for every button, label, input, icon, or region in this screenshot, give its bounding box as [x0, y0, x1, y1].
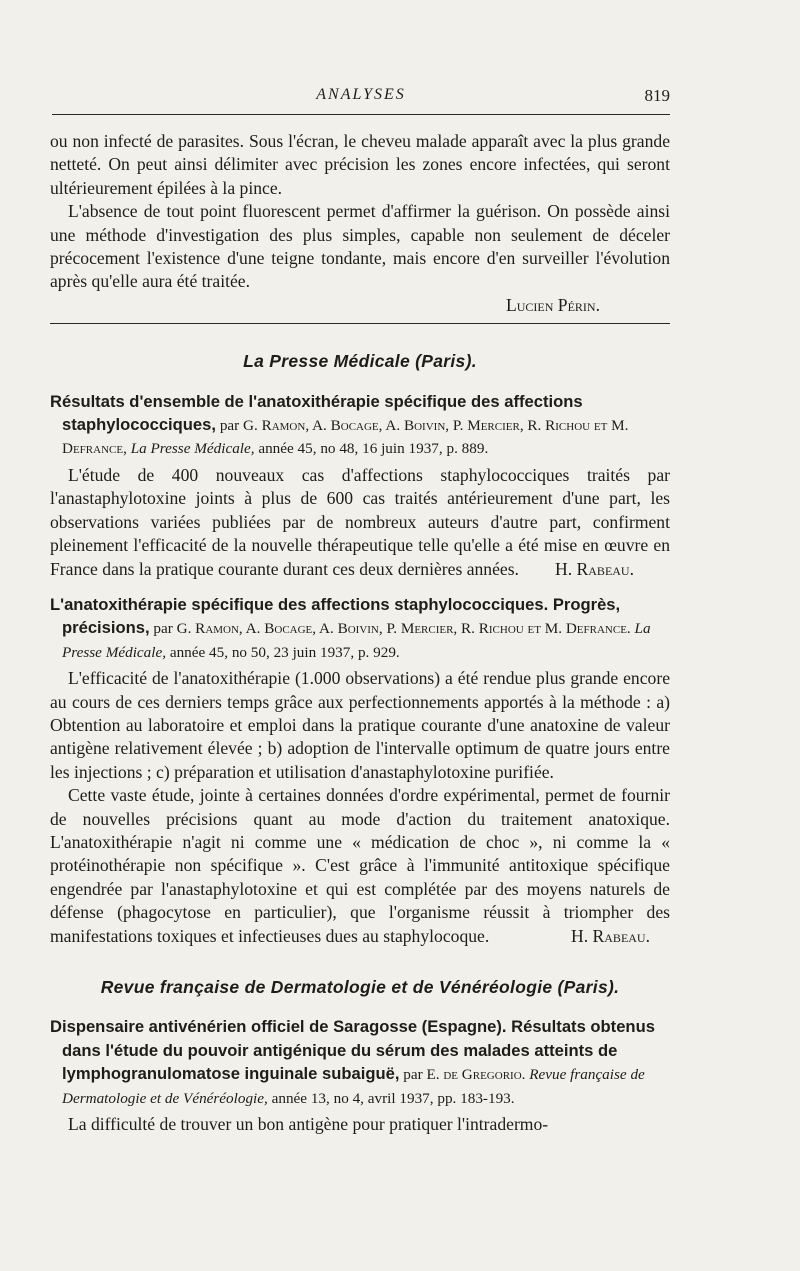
- article-body-2b-text: Cette vaste étude, jointe à certaines données d'ordre expérimental, permet de fournir de nouvelles précisions quant au mode d'action du traitement anatoxique. L'anatoxithérapie n'agit ni comme une « médication de choc », ni comme la « protéinothérapie non spécifique ». C'est grâce à l'immunité antitoxique spécifique engendrée par l'anastaphylotoxine et qui est complétée par des moyens naturels de défense (phagocytose en particulier), que l'organisme réussit à triompher des manifestations toxiques et infectieuses dues au staphylocoque.: [50, 785, 670, 946]
- article-signature-1: H. Rabeau.: [555, 558, 634, 579]
- article-signature-2: H. Rabeau.: [571, 925, 650, 946]
- article-ref-by-1: par: [216, 417, 244, 435]
- article-journal-1: La Presse Médicale,: [126, 440, 255, 458]
- article-ref-3: année 13, no 4, avril 1937, pp. 183-193.: [267, 1089, 515, 1107]
- page-header: [52, 86, 670, 115]
- article-title-3: Dispensaire antivénérien officiel de Saragosse (Espagne). Résultats obtenus dans l'étude du pouvoir antigénique du sérum des malades atteints de lymphogranulomatose inguinale subaiguë,: [50, 1017, 655, 1084]
- article-authors-2: G. Ramon, A. Bocage, A. Boivin, P. Mercier, R. Richou et M. Defrance.: [176, 620, 631, 638]
- article-title-2: L'anatoxithérapie spécifique des affections staphylococciques. Progrès, précisions,: [50, 594, 621, 638]
- article-authors-3: E. de Gregorio.: [426, 1066, 526, 1084]
- article-body-3: La difficulté de trouver un bon antigène pour pratiquer l'intradermo-: [68, 1114, 549, 1135]
- journal-heading-revue-dermatologie: Revue française de Dermatologie et de Vénéréologie (Paris).: [100, 977, 620, 997]
- article-body-1: [50, 464, 670, 581]
- article-ref-2: année 45, no 50, 23 juin 1937, p. 929.: [166, 643, 400, 661]
- intro-signature: Lucien Périn.: [506, 294, 600, 315]
- journal-heading-presse-medicale: La Presse Médicale (Paris).: [243, 351, 477, 372]
- intro-paragraph-1: ou non infecté de parasites. Sous l'écran, le cheveu malade apparaît avec la plus grande netteté. On peut ainsi délimiter avec précision les zones encore infectées, qui seront ultérieurement épilées à la pince.: [50, 131, 670, 198]
- intro-paragraph-2: L'absence de tout point fluorescent permet d'affirmer la guérison. On possède ainsi une méthode d'investigation des plus simples, capable non seulement de déceler précocement l'existence d'une teigne tondante, mais encore d'en surveiller l'évolution après qu'elle aura été traitée.: [50, 201, 670, 292]
- article-ref-by-3: par: [399, 1066, 427, 1084]
- article-title-1: Résultats d'ensemble de l'anatoxithérapie spécifique des affections staphylococciques,: [50, 391, 583, 435]
- article-body-2b: [50, 784, 670, 948]
- article-ref-1: année 45, no 48, 16 juin 1937, p. 889.: [254, 440, 489, 458]
- article-body-1-text: L'étude de 400 nouveaux cas d'affections staphylococciques traités par l'anastaphylotoxine joints à plus de 600 cas traités antérieurement d'une part, les observations variées publiées par de nombreux auteurs d'autre part, confirment pleinement l'efficacité de la nouvelle thérapeutique telle qu'elle a été mise en œuvre en France dans la pratique courante durant ces deux dernières années.: [50, 464, 670, 579]
- article-entry-2: [50, 593, 670, 663]
- article-journal-3: Revue française de Dermatologie et de Vénéréologie,: [62, 1066, 645, 1107]
- article-body-2a: L'efficacité de l'anatoxithérapie (1.000 observations) a été rendue plus grande encore au cours de ces derniers temps grâce aux perfectionnements apportés à la méthode : a) Obtention au laboratoire et emploi dans la pratique courante d'une anatoxine de valeur antigène relativement élevée ; b) adoption de l'intervalle optimum de quatre jours entre les injections ; c) préparation et utilisation d'anastaphylotoxine purifiée.: [50, 668, 670, 782]
- article-entry-1: [50, 390, 670, 460]
- article-entry-3: [50, 1015, 670, 1109]
- page-number: 819: [644, 86, 670, 105]
- article-journal-2: La Presse Médicale,: [62, 620, 651, 661]
- section-divider: [50, 323, 670, 324]
- running-head: ANALYSES: [316, 86, 406, 103]
- page-body: [50, 130, 670, 1136]
- article-ref-by-2: par: [149, 620, 177, 638]
- article-authors-1: G. Ramon, A. Bocage, A. Boivin, P. Mercier, R. Richou et M. Defrance,: [62, 417, 629, 458]
